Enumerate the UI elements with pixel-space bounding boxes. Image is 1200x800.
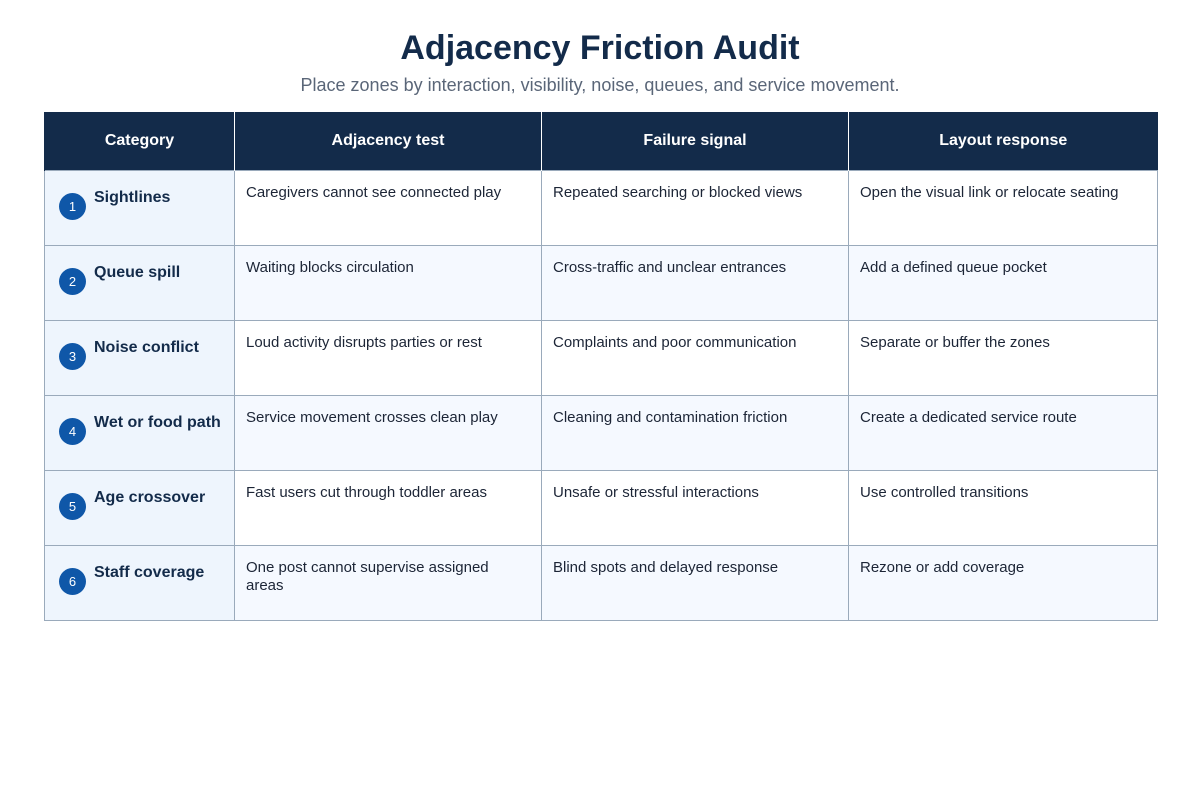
adjacency-test-cell: Waiting blocks circulation xyxy=(235,246,542,321)
column-header-category: Category xyxy=(45,112,235,171)
audit-table xyxy=(44,112,1158,621)
adjacency-test-cell: Caregivers cannot see connected play xyxy=(235,171,542,246)
category-cell xyxy=(45,246,235,321)
category-label: Queue spill xyxy=(94,264,181,281)
layout-response-cell: Add a defined queue pocket xyxy=(849,246,1158,321)
failure-signal-cell: Blind spots and delayed response xyxy=(542,546,849,621)
table-row xyxy=(45,171,1158,246)
column-header-adjacency-test: Adjacency test xyxy=(235,112,542,171)
page-title: Adjacency Friction Audit xyxy=(400,29,800,67)
failure-signal-cell: Cross-traffic and unclear entrances xyxy=(542,246,849,321)
category-label: Age crossover xyxy=(94,489,206,506)
category-label: Wet or food path xyxy=(94,414,221,431)
adjacency-test-cell: Fast users cut through toddler areas xyxy=(235,471,542,546)
category-label: Staff coverage xyxy=(94,564,205,581)
column-header-layout-response: Layout response xyxy=(849,112,1158,171)
row-number-badge: 5 xyxy=(59,493,86,520)
adjacency-test-cell: One post cannot supervise assigned areas xyxy=(235,546,542,621)
table-row xyxy=(45,321,1158,396)
table-row xyxy=(45,471,1158,546)
column-header-failure-signal: Failure signal xyxy=(542,112,849,171)
row-number-badge: 1 xyxy=(59,193,86,220)
row-number-badge: 3 xyxy=(59,343,86,370)
row-number-badge: 2 xyxy=(59,268,86,295)
failure-signal-cell: Complaints and poor communication xyxy=(542,321,849,396)
category-cell xyxy=(45,471,235,546)
layout-response-cell: Rezone or add coverage xyxy=(849,546,1158,621)
table-row xyxy=(45,396,1158,471)
header-row xyxy=(45,112,1158,171)
table-row xyxy=(45,546,1158,621)
failure-signal-cell: Repeated searching or blocked views xyxy=(542,171,849,246)
category-cell xyxy=(45,171,235,246)
adjacency-test-cell: Service movement crosses clean play xyxy=(235,396,542,471)
table-body xyxy=(45,171,1158,621)
audit-table-container xyxy=(44,112,1157,621)
page-subtitle: Place zones by interaction, visibility, noise, queues, and service movement. xyxy=(300,75,900,95)
layout-response-cell: Separate or buffer the zones xyxy=(849,321,1158,396)
layout-response-cell: Open the visual link or relocate seating xyxy=(849,171,1158,246)
row-number-badge: 4 xyxy=(59,418,86,445)
failure-signal-cell: Cleaning and contamination friction xyxy=(542,396,849,471)
category-label: Sightlines xyxy=(94,189,171,206)
category-cell xyxy=(45,321,235,396)
category-label: Noise conflict xyxy=(94,339,199,356)
layout-response-cell: Use controlled transitions xyxy=(849,471,1158,546)
layout-response-cell: Create a dedicated service route xyxy=(849,396,1158,471)
table-header xyxy=(45,112,1158,171)
table-row xyxy=(45,246,1158,321)
category-cell xyxy=(45,396,235,471)
adjacency-test-cell: Loud activity disrupts parties or rest xyxy=(235,321,542,396)
failure-signal-cell: Unsafe or stressful interactions xyxy=(542,471,849,546)
category-cell xyxy=(45,546,235,621)
row-number-badge: 6 xyxy=(59,568,86,595)
